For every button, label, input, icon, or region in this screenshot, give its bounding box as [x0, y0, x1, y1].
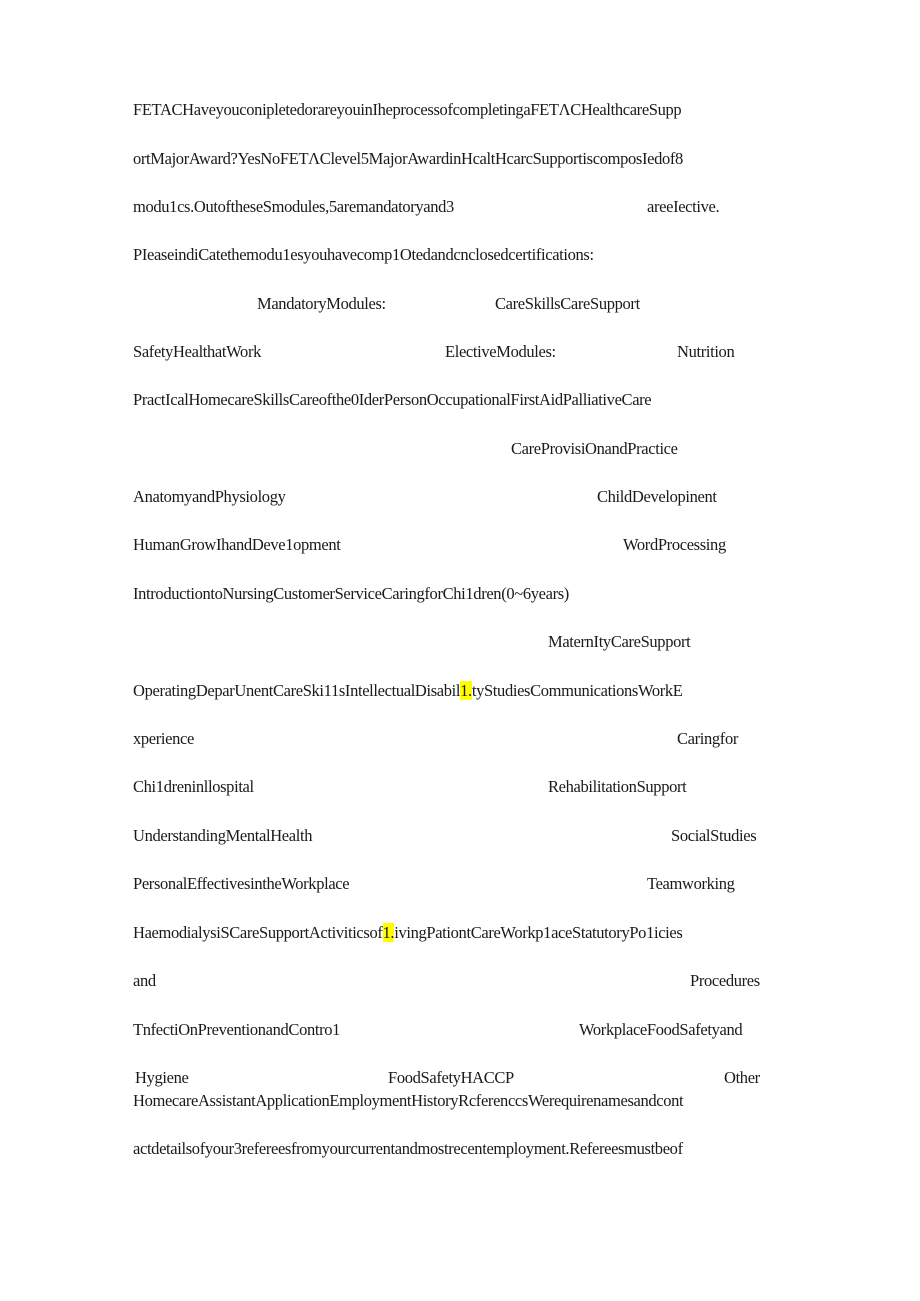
- module-entry: AnatomyandPhysiology: [133, 487, 286, 506]
- module-entry: HumanGrowIhandDeve1opment: [133, 535, 341, 554]
- module-entry: FoodSafetyHACCP: [388, 1068, 514, 1087]
- module-entry: Teamworking: [647, 874, 735, 893]
- text-segment: tyStudiesCommunicationsWorkE: [471, 681, 683, 700]
- module-entry: SafetyHealthatWork: [133, 342, 261, 361]
- highlighted-text: 1.: [460, 681, 472, 700]
- module-entry: SocialStudies: [671, 826, 757, 845]
- module-entry: ChildDevelopinent: [597, 487, 717, 506]
- module-entry: and: [133, 971, 156, 990]
- text-segment: HaemodialysiSCareSupportActiviticsof: [133, 923, 383, 942]
- module-entry: Chi1dreninllospital: [133, 777, 254, 796]
- module-entry: CareProvisiOnandPractice: [511, 439, 678, 458]
- module-entry: UnderstandingMentalHealth: [133, 826, 313, 845]
- module-entry: [133, 681, 683, 701]
- body-line: areeIective.: [647, 197, 720, 216]
- text-segment: OperatingDeparUnentCareSki11sIntellectualDisabil: [133, 681, 461, 700]
- text-segment: ivingPationtCareWorkp1aceStatutoryPo1icies: [394, 923, 683, 942]
- body-line: modu1cs.OutoftheseSmodules,5aremandatoryand3: [133, 197, 454, 216]
- module-entry: Other: [724, 1068, 760, 1087]
- module-entry: WorkplaceFoodSafetyand: [579, 1020, 743, 1039]
- module-entry: PersonalEffectivesintheWorkplace: [133, 874, 350, 893]
- highlighted-text: 1.: [382, 923, 395, 942]
- elective-modules-heading: ElectiveModules:: [445, 342, 556, 361]
- module-entry: MaternItyCareSupport: [548, 632, 691, 651]
- module-entry: CareSkillsCareSupport: [495, 294, 640, 313]
- module-entry: xperience: [133, 729, 194, 748]
- body-line: FETACHaveyouconipletedorareyouinIheprocessofcompletingaFETΛCHealthcareSupp: [133, 100, 682, 119]
- module-entry: PractIcalHomecareSkillsCareofthe0IderPersonOccupationalFirstAidPalliativeCare: [133, 390, 652, 409]
- module-entry: WordProcessing: [623, 535, 726, 554]
- module-entry: [133, 923, 682, 943]
- module-entry: Caringfor: [677, 729, 738, 748]
- body-line: actdetailsofyour3refereesfromyourcurrentandmostrecentemployment.Refereesmustbeof: [133, 1139, 683, 1158]
- module-entry: RehabilitationSupport: [548, 777, 687, 796]
- mandatory-modules-heading: MandatoryModules:: [257, 294, 386, 313]
- module-entry: IntroductiontoNursingCustomerServiceCaringforChi1dren(0~6years): [133, 584, 569, 603]
- body-line: PIeaseindiCatethemodu1esyouhavecomp1Otedandcnclosedcertifications:: [133, 245, 594, 264]
- body-line: HomecareAssistantApplicationEmploymentHistoryRcferenccsWerequirenamesandcont: [133, 1091, 684, 1110]
- module-entry: Procedures: [690, 971, 760, 990]
- module-entry: Hygiene: [135, 1068, 189, 1087]
- module-entry: Nutrition: [677, 342, 735, 361]
- body-line: ortMajorAward?YesNoFETΛClevel5MajorAwardinHcaltHcarcSupportiscomposIedof8: [133, 149, 683, 168]
- module-entry: TnfectiOnPreventionandContro1: [133, 1020, 341, 1039]
